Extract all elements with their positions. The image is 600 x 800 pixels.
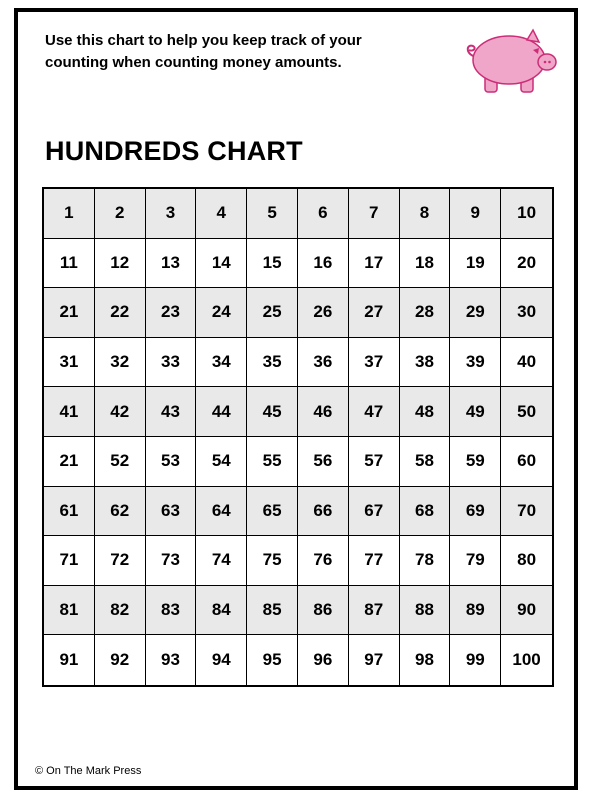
grid-cell: 76 <box>298 536 349 586</box>
grid-cell: 41 <box>44 387 95 437</box>
grid-cell: 42 <box>95 387 146 437</box>
grid-cell: 83 <box>146 586 197 636</box>
grid-cell: 38 <box>400 338 451 388</box>
grid-cell: 31 <box>44 338 95 388</box>
grid-cell: 32 <box>95 338 146 388</box>
grid-cell: 45 <box>247 387 298 437</box>
grid-cell: 40 <box>501 338 552 388</box>
grid-cell: 57 <box>349 437 400 487</box>
grid-cell: 26 <box>298 288 349 338</box>
grid-cell: 12 <box>95 239 146 289</box>
grid-cell: 11 <box>44 239 95 289</box>
grid-cell: 28 <box>400 288 451 338</box>
grid-cell: 16 <box>298 239 349 289</box>
grid-cell: 70 <box>501 487 552 537</box>
grid-cell: 39 <box>450 338 501 388</box>
grid-cell: 46 <box>298 387 349 437</box>
grid-cell: 2 <box>95 189 146 239</box>
grid-cell: 63 <box>146 487 197 537</box>
grid-cell: 65 <box>247 487 298 537</box>
grid-cell: 21 <box>44 288 95 338</box>
grid-cell: 91 <box>44 635 95 685</box>
grid-cell: 95 <box>247 635 298 685</box>
grid-cell: 49 <box>450 387 501 437</box>
grid-cell: 29 <box>450 288 501 338</box>
grid-cell: 19 <box>450 239 501 289</box>
grid-cell: 100 <box>512 650 541 670</box>
grid-cell: 33 <box>146 338 197 388</box>
chart-title: HUNDREDS CHART <box>45 136 303 166</box>
grid-cell: 9 <box>450 189 501 239</box>
grid-cell: 54 <box>196 437 247 487</box>
grid-cell: 60 <box>501 437 552 487</box>
grid-cell: 35 <box>247 338 298 388</box>
grid-cell: 75 <box>247 536 298 586</box>
grid-cell: 69 <box>450 487 501 537</box>
grid-cell: 79 <box>450 536 501 586</box>
grid-cell: 37 <box>349 338 400 388</box>
grid-cell: 88 <box>400 586 451 636</box>
grid-cell: 59 <box>450 437 501 487</box>
grid-cell: 15 <box>247 239 298 289</box>
grid-cell: 36 <box>298 338 349 388</box>
grid-cell: 5 <box>247 189 298 239</box>
grid-cell: 27 <box>349 288 400 338</box>
piggy-bank-icon <box>463 22 563 102</box>
grid-cell: 68 <box>400 487 451 537</box>
grid-cell: 81 <box>44 586 95 636</box>
grid-cell: 52 <box>95 437 146 487</box>
grid-cell: 89 <box>450 586 501 636</box>
grid-cell: 61 <box>44 487 95 537</box>
grid-cell: 13 <box>146 239 197 289</box>
grid-cell: 80 <box>501 536 552 586</box>
grid-cell: 78 <box>400 536 451 586</box>
grid-cell: 25 <box>247 288 298 338</box>
copyright-footer: © On The Mark Press <box>35 765 142 777</box>
grid-cell: 58 <box>400 437 451 487</box>
grid-cell: 17 <box>349 239 400 289</box>
grid-cell: 84 <box>196 586 247 636</box>
grid-cell: 85 <box>247 586 298 636</box>
grid-cell: 77 <box>349 536 400 586</box>
grid-cell: 82 <box>95 586 146 636</box>
grid-cell: 97 <box>349 635 400 685</box>
grid-cell: 14 <box>196 239 247 289</box>
grid-cell: 74 <box>196 536 247 586</box>
grid-cell: 30 <box>501 288 552 338</box>
grid-cell: 53 <box>146 437 197 487</box>
grid-cell: 71 <box>44 536 95 586</box>
grid-cell: 43 <box>146 387 197 437</box>
grid-cell: 44 <box>196 387 247 437</box>
grid-cell: 98 <box>400 635 451 685</box>
grid-cell: 21 <box>44 437 95 487</box>
grid-cell: 4 <box>196 189 247 239</box>
grid-cell: 67 <box>349 487 400 537</box>
grid-cell: 23 <box>146 288 197 338</box>
grid-cell: 66 <box>298 487 349 537</box>
grid-cell: 48 <box>400 387 451 437</box>
grid-cell: 10 <box>501 189 552 239</box>
grid-cell: 86 <box>298 586 349 636</box>
grid-cell: 20 <box>501 239 552 289</box>
grid-cell: 93 <box>146 635 197 685</box>
grid-cell: 62 <box>95 487 146 537</box>
instructions-text: Use this chart to help you keep track of your counting when counting money amounts. <box>45 32 362 71</box>
grid-cell: 99 <box>450 635 501 685</box>
grid-cell: 72 <box>95 536 146 586</box>
grid-cell: 8 <box>400 189 451 239</box>
grid-cell: 50 <box>501 387 552 437</box>
grid-cell: 87 <box>349 586 400 636</box>
grid-cell: 64 <box>196 487 247 537</box>
grid-cell: 34 <box>196 338 247 388</box>
grid-cell: 96 <box>298 635 349 685</box>
grid-cell: 7 <box>349 189 400 239</box>
grid-cell: 22 <box>95 288 146 338</box>
grid-cell: 56 <box>298 437 349 487</box>
grid-cell: 1 <box>44 189 95 239</box>
hundreds-grid <box>42 187 554 687</box>
grid-cell: 94 <box>196 635 247 685</box>
grid-cell: 18 <box>400 239 451 289</box>
grid-cell: 90 <box>501 586 552 636</box>
grid-cell: 73 <box>146 536 197 586</box>
grid-cell: 24 <box>196 288 247 338</box>
grid-cell: 6 <box>298 189 349 239</box>
grid-cell: 92 <box>95 635 146 685</box>
grid-cell: 55 <box>247 437 298 487</box>
grid-cell: 47 <box>349 387 400 437</box>
grid-cell: 3 <box>146 189 197 239</box>
